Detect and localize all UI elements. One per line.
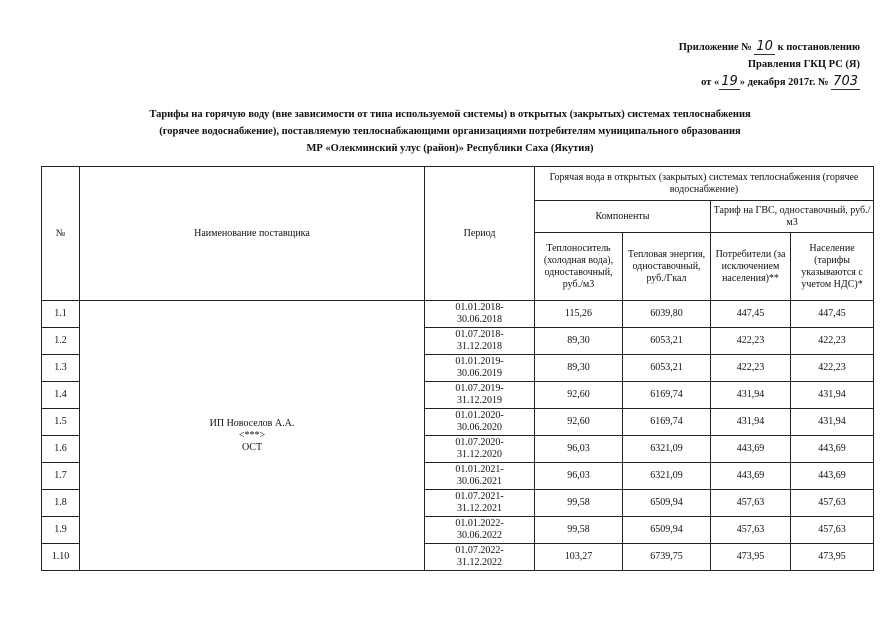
period-from: 01.01.2018- — [455, 302, 504, 313]
row-coolant: 96,03 — [535, 463, 623, 490]
title-line-1: Тарифы на горячую воду (вне зависимости от типа используемой системы) в открытых (закрытых) системах теплоснабжения — [149, 109, 751, 120]
row-period — [425, 490, 535, 517]
period-to: 31.12.2022 — [457, 557, 502, 568]
header-num: № — [42, 167, 80, 301]
header-thermal-energy: Тепловая энергия, одноставочный, руб./Гкал — [623, 233, 711, 301]
header-population: Население (тарифы указываются с учетом НДС)* — [791, 233, 874, 301]
supplier-system: ОСТ — [241, 441, 263, 453]
decree-date-prefix: от « — [701, 77, 720, 88]
row-num: 1.2 — [42, 328, 80, 355]
header-consumers: Потребители (за исключением населения)** — [711, 233, 791, 301]
row-period — [425, 301, 535, 328]
row-population: 443,69 — [791, 463, 874, 490]
row-thermal: 6053,21 — [623, 355, 711, 382]
decree-date-mid: » декабря 2017г. № — [739, 77, 829, 88]
header-hot-water-group: Горячая вода в открытых (закрытых) системах теплоснабжения (горячее водоснабжение) — [535, 167, 874, 201]
period-to: 30.06.2019 — [457, 368, 502, 379]
tariff-table — [41, 166, 874, 571]
row-num: 1.3 — [42, 355, 80, 382]
row-coolant: 115,26 — [535, 301, 623, 328]
attachment-line-2: Правления ГКЦ РС (Я) — [747, 59, 860, 70]
row-num: 1.10 — [42, 544, 80, 571]
row-num: 1.7 — [42, 463, 80, 490]
row-thermal: 6169,74 — [623, 409, 711, 436]
row-thermal: 6039,80 — [623, 301, 711, 328]
row-num: 1.1 — [42, 301, 80, 328]
row-coolant: 89,30 — [535, 355, 623, 382]
row-consumers: 443,69 — [711, 463, 791, 490]
attachment-header — [679, 38, 860, 91]
row-thermal: 6509,94 — [623, 490, 711, 517]
decree-day: 19 — [721, 74, 738, 89]
row-consumers: 431,94 — [711, 409, 791, 436]
period-to: 30.06.2020 — [457, 422, 502, 433]
decree-number: 703 — [833, 74, 858, 89]
row-consumers: 473,95 — [711, 544, 791, 571]
row-consumers: 422,23 — [711, 328, 791, 355]
period-from: 01.07.2018- — [455, 329, 504, 340]
attachment-line-1 — [679, 38, 860, 56]
row-thermal: 6321,09 — [623, 463, 711, 490]
period-to: 30.06.2022 — [457, 530, 502, 541]
row-thermal: 6739,75 — [623, 544, 711, 571]
document-title — [60, 106, 840, 157]
row-thermal: 6053,21 — [623, 328, 711, 355]
row-coolant: 99,58 — [535, 490, 623, 517]
period-from: 01.01.2022- — [455, 518, 504, 529]
table-row — [42, 301, 874, 328]
row-period — [425, 409, 535, 436]
row-coolant: 89,30 — [535, 328, 623, 355]
row-population: 431,94 — [791, 409, 874, 436]
row-population: 457,63 — [791, 490, 874, 517]
row-num: 1.9 — [42, 517, 80, 544]
row-consumers: 422,23 — [711, 355, 791, 382]
header-components: Компоненты — [535, 201, 711, 233]
attachment-line-3 — [679, 73, 860, 91]
row-period — [425, 328, 535, 355]
row-consumers: 447,45 — [711, 301, 791, 328]
row-population: 447,45 — [791, 301, 874, 328]
header-tariff: Тариф на ГВС, одноставочный, руб./м3 — [711, 201, 874, 233]
period-to: 31.12.2018 — [457, 341, 502, 352]
title-line-2: (горячее водоснабжение), поставляемую теплоснабжающими организациями потребителям муниципального образования — [159, 126, 741, 137]
period-from: 01.07.2021- — [455, 491, 504, 502]
row-consumers: 431,94 — [711, 382, 791, 409]
supplier-mark: <***> — [238, 429, 266, 441]
supplier-cell — [80, 301, 425, 571]
row-period — [425, 517, 535, 544]
period-from: 01.07.2020- — [455, 437, 504, 448]
period-to: 31.12.2020 — [457, 449, 502, 460]
header-period: Период — [425, 167, 535, 301]
period-to: 31.12.2021 — [457, 503, 502, 514]
row-coolant: 92,60 — [535, 382, 623, 409]
row-population: 457,63 — [791, 517, 874, 544]
row-thermal: 6169,74 — [623, 382, 711, 409]
row-coolant: 92,60 — [535, 409, 623, 436]
row-population: 473,95 — [791, 544, 874, 571]
row-population: 422,23 — [791, 355, 874, 382]
row-period — [425, 355, 535, 382]
row-period — [425, 544, 535, 571]
row-coolant: 96,03 — [535, 436, 623, 463]
row-num: 1.5 — [42, 409, 80, 436]
row-num: 1.4 — [42, 382, 80, 409]
row-period — [425, 463, 535, 490]
header-supplier: Наименование поставщика — [80, 167, 425, 301]
attachment-suffix: к постановлению — [777, 42, 860, 53]
period-to: 30.06.2021 — [457, 476, 502, 487]
period-from: 01.01.2019- — [455, 356, 504, 367]
period-from: 01.01.2021- — [455, 464, 504, 475]
row-coolant: 103,27 — [535, 544, 623, 571]
supplier-name: ИП Новоселов А.А. — [209, 417, 295, 429]
row-thermal: 6509,94 — [623, 517, 711, 544]
period-to: 31.12.2019 — [457, 395, 502, 406]
attachment-number: 10 — [756, 39, 773, 54]
row-population: 443,69 — [791, 436, 874, 463]
row-thermal: 6321,09 — [623, 436, 711, 463]
row-period — [425, 436, 535, 463]
row-num: 1.6 — [42, 436, 80, 463]
period-from: 01.01.2020- — [455, 410, 504, 421]
period-from: 01.07.2022- — [455, 545, 504, 556]
row-coolant: 99,58 — [535, 517, 623, 544]
header-coolant: Теплоноситель (холодная вода), одноставочный, руб./м3 — [535, 233, 623, 301]
row-population: 422,23 — [791, 328, 874, 355]
period-from: 01.07.2019- — [455, 383, 504, 394]
title-line-3: МР «Олекминский улус (район)» Республики Саха (Якутия) — [306, 143, 594, 154]
row-consumers: 457,63 — [711, 490, 791, 517]
row-consumers: 457,63 — [711, 517, 791, 544]
row-consumers: 443,69 — [711, 436, 791, 463]
row-num: 1.8 — [42, 490, 80, 517]
attachment-prefix: Приложение № — [678, 42, 752, 53]
period-to: 30.06.2018 — [457, 314, 502, 325]
row-population: 431,94 — [791, 382, 874, 409]
row-period — [425, 382, 535, 409]
